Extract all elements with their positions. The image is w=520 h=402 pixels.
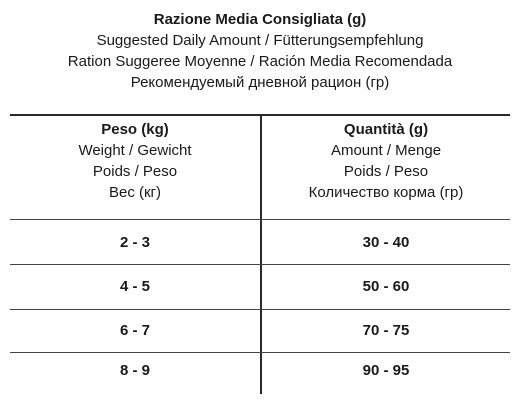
weight-header-ru: Вес (кг) [108,184,162,201]
feeding-table [10,114,510,400]
table-row [10,348,510,394]
amount-cell: 30 - 40 [362,234,410,251]
weight-cell: 4 - 5 [119,278,150,295]
feeding-guide-header [0,9,520,93]
table-row [10,264,510,310]
amount-cell: 50 - 60 [362,278,410,295]
weight-cell: 2 - 3 [119,234,150,251]
amount-cell: 90 - 95 [362,362,410,379]
weight-cell: 6 - 7 [119,322,150,339]
amount-header-en-de: Amount / Menge [330,142,442,159]
weight-header-title: Peso (kg) [101,121,169,138]
amount-header-fr-es: Poids / Peso [343,163,429,180]
subtitle-ru: Рекомендуемый дневной рацион (гр) [130,74,390,91]
weight-cell: 8 - 9 [119,362,150,379]
subtitle-fr-es: Ration Suggeree Moyenne / Ración Media Recomendada [67,53,453,70]
weight-column-header [10,119,260,203]
weight-header-fr-es: Poids / Peso [92,163,178,180]
feeding-guide-title: Razione Media Consigliata (g) [153,11,367,28]
amount-header-title: Quantità (g) [343,121,429,138]
subtitle-en-de: Suggested Daily Amount / Fütterungsempfehlung [96,32,424,49]
amount-column-header [262,119,510,203]
table-row [10,220,510,266]
amount-cell: 70 - 75 [362,322,410,339]
weight-header-en-de: Weight / Gewicht [78,142,192,159]
amount-header-ru: Количество корма (гр) [308,184,464,201]
